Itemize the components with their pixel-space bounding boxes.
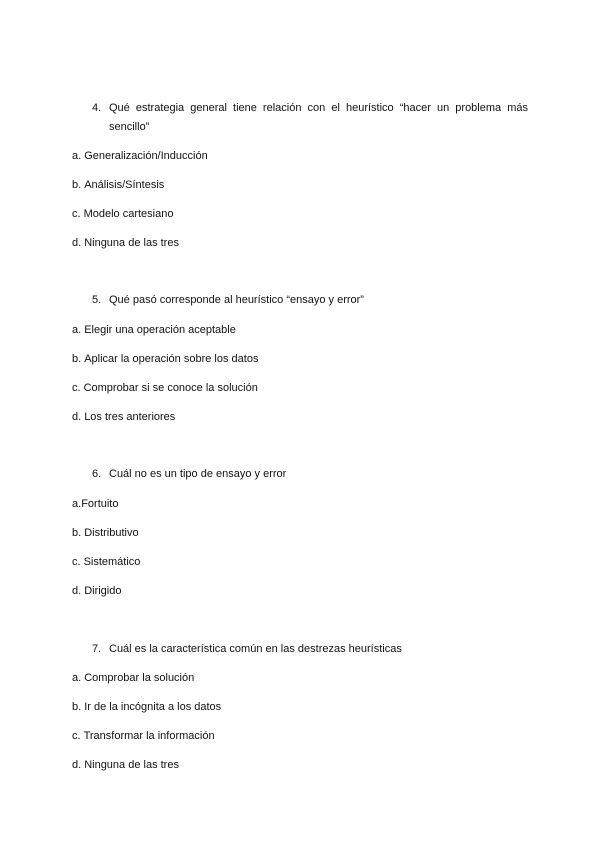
answer-option-c [72, 555, 140, 569]
option-text: Análisis/Síntesis [84, 179, 165, 191]
question-6 [92, 465, 528, 484]
option-letter: c. [72, 556, 81, 568]
answer-option-a [72, 497, 118, 511]
answer-option-b [72, 526, 139, 540]
question-7 [92, 640, 528, 659]
option-letter: a. [72, 324, 82, 336]
answer-option-d [72, 584, 121, 598]
question-number: 6. [92, 468, 102, 480]
answer-option-c [72, 381, 258, 395]
option-text: Transformar la información [83, 730, 215, 742]
option-letter: a. [72, 150, 82, 162]
answer-option-d [72, 758, 179, 772]
question-text: Cuál es la característica común en las destrezas heurísticas [109, 643, 402, 655]
answer-option-d [72, 236, 179, 250]
answer-option-a [72, 671, 194, 685]
question-4 [92, 99, 528, 137]
option-letter: d. [72, 237, 82, 249]
answer-option-c [72, 207, 173, 221]
answer-option-b [72, 700, 221, 714]
question-5 [92, 291, 528, 310]
question-number: 5. [92, 294, 102, 306]
option-text: Comprobar la solución [84, 672, 195, 684]
option-letter: a. [72, 498, 82, 510]
option-text: Comprobar si se conoce la solución [83, 382, 258, 394]
answer-option-c [72, 729, 215, 743]
option-text: Dirigido [84, 585, 122, 597]
option-letter: c. [72, 730, 81, 742]
question-text: Qué estrategia general tiene relación con el heurístico “hacer un problema más sencillo” [109, 102, 528, 133]
question-text: Qué pasó corresponde al heurístico “ensayo y error” [109, 294, 364, 306]
option-letter: c. [72, 208, 81, 220]
question-number: 7. [92, 643, 102, 655]
option-text: Fortuito [81, 498, 119, 510]
question-number: 4. [92, 102, 102, 114]
option-text: Ninguna de las tres [84, 237, 179, 249]
option-text: Distributivo [84, 527, 139, 539]
answer-option-b [72, 178, 164, 192]
option-letter: d. [72, 759, 82, 771]
option-text: Ir de la incógnita a los datos [84, 701, 222, 713]
answer-option-d [72, 410, 175, 424]
answer-option-a [72, 149, 208, 163]
option-text: Modelo cartesiano [83, 208, 174, 220]
question-text: Cuál no es un tipo de ensayo y error [109, 468, 287, 480]
option-letter: d. [72, 411, 82, 423]
option-letter: c. [72, 382, 81, 394]
answer-option-a [72, 323, 236, 337]
option-text: Los tres anteriores [84, 411, 176, 423]
option-letter: a. [72, 672, 82, 684]
option-text: Elegir una operación aceptable [84, 324, 236, 336]
option-text: Sistemático [83, 556, 141, 568]
answer-option-b [72, 352, 258, 366]
option-text: Generalización/Inducción [84, 150, 208, 162]
option-text: Aplicar la operación sobre los datos [84, 353, 259, 365]
option-letter: b. [72, 179, 82, 191]
option-letter: b. [72, 353, 82, 365]
option-letter: b. [72, 701, 82, 713]
option-text: Ninguna de las tres [84, 759, 179, 771]
option-letter: b. [72, 527, 82, 539]
option-letter: d. [72, 585, 82, 597]
